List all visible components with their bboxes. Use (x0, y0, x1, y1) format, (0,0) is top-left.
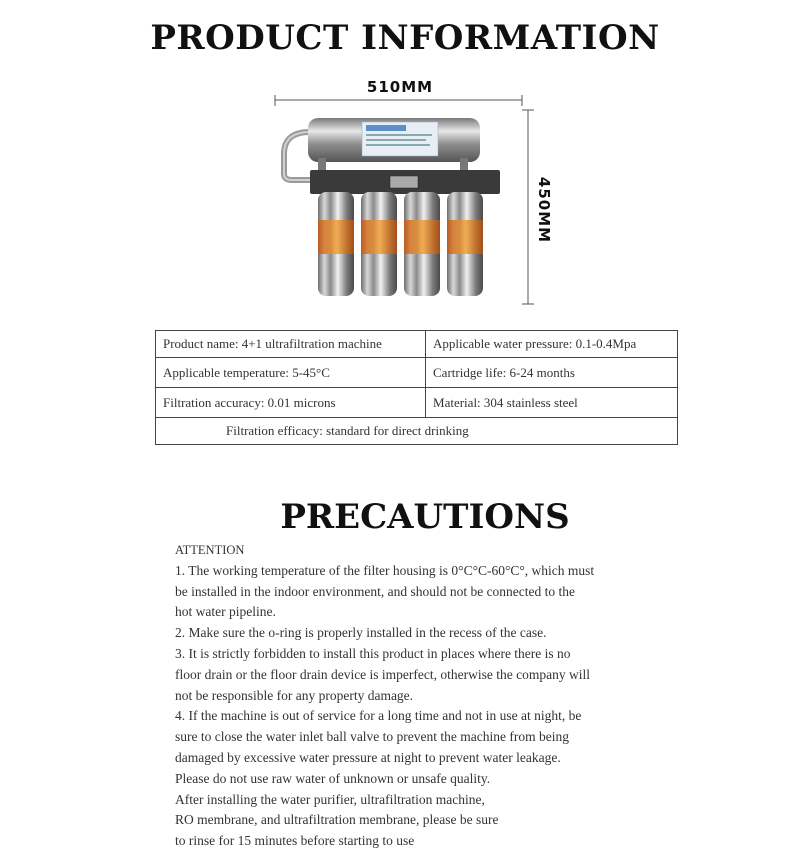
precaution-line: 1. The working temperature of the filter housing is 0°C°C-60°C°, which must (175, 562, 595, 578)
precaution-line: to rinse for 15 minutes before starting to use (175, 833, 415, 849)
spec-cell: Applicable temperature: 5-45°C (156, 358, 426, 388)
precaution-line: hot water pipeline. (175, 604, 276, 620)
precaution-line: 3. It is strictly forbidden to install this product in places where there is no (175, 645, 571, 661)
precautions-title: PRECAUTIONS (280, 497, 570, 537)
spec-cell: Cartridge life: 6-24 months (426, 358, 678, 388)
precaution-line: 4. If the machine is out of service for a long time and not in use at night, be (175, 708, 582, 724)
table-row (156, 358, 678, 388)
table-row (156, 331, 678, 358)
precaution-line: 2. Make sure the o-ring is properly installed in the recess of the case. (175, 625, 547, 641)
product-image (270, 92, 570, 312)
precaution-line: damaged by excessive water pressure at night to prevent water leakage. (175, 749, 561, 765)
attention-heading: ATTENTION (175, 543, 245, 557)
precautions-text (175, 540, 695, 852)
table-row (156, 388, 678, 418)
spec-cell: Product name: 4+1 ultrafiltration machine (156, 331, 426, 358)
spec-cell: Applicable water pressure: 0.1-0.4Mpa (426, 331, 678, 358)
precaution-line: be installed in the indoor environment, and should not be connected to the (175, 583, 576, 599)
height-dimension-label: 450MM (535, 176, 553, 244)
table-row (156, 418, 678, 445)
precaution-line: RO membrane, and ultrafiltration membrane, please be sure (175, 812, 499, 828)
precaution-line: floor drain or the floor drain device is imperfect, otherwise the company will (175, 666, 590, 682)
width-dimension-label: 510MM (366, 78, 434, 96)
spec-footer-cell: Filtration efficacy: standard for direct drinking (156, 418, 678, 445)
precaution-line: Please do not use raw water of unknown or unsafe quality. (175, 770, 491, 786)
page-title: PRODUCT INFORMATION (150, 18, 660, 58)
spec-cell: Filtration accuracy: 0.01 microns (156, 388, 426, 418)
precaution-line: sure to close the water inlet ball valve to prevent the machine from being (175, 729, 569, 745)
precaution-line: After installing the water purifier, ultrafiltration machine, (175, 791, 485, 807)
spec-table (155, 330, 678, 445)
width-dimension-line (275, 95, 522, 106)
spec-cell: Material: 304 stainless steel (426, 388, 678, 418)
precaution-line: not be responsible for any property damage. (175, 687, 414, 703)
